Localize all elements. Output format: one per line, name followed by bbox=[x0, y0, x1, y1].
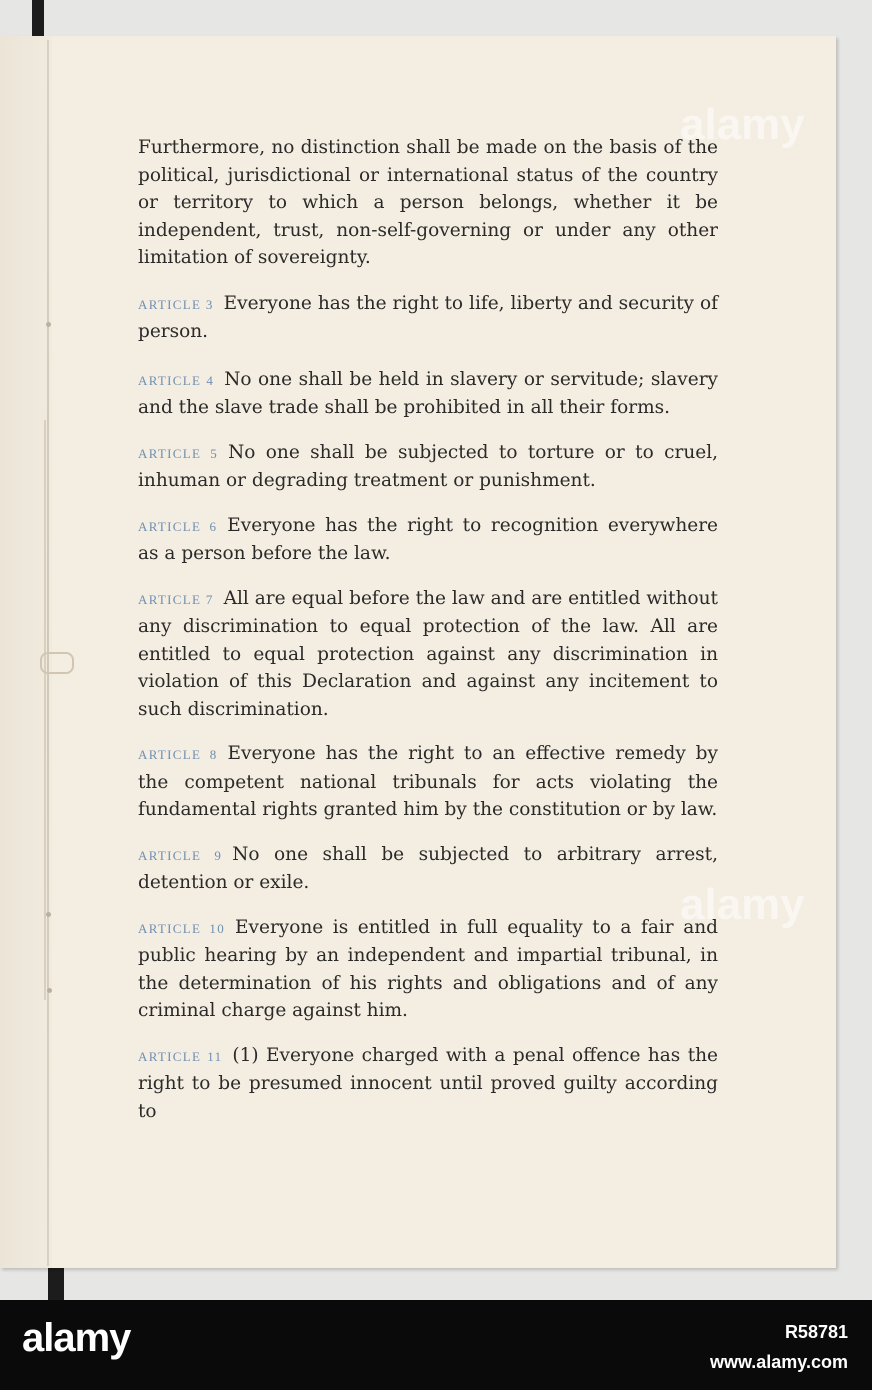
article-text: (1) Everyone charged with a penal offence has the right to be presumed innocent until proved guilty according to bbox=[138, 1044, 718, 1122]
article-9 bbox=[138, 841, 718, 897]
article-text: Everyone has the right to an effective remedy by the competent national tribunals for acts violating the fundamental rights granted him by the constitution or by law. bbox=[138, 743, 718, 820]
article-7 bbox=[138, 585, 718, 724]
article-label: ARTICLE 11 bbox=[138, 1048, 223, 1064]
article-3 bbox=[138, 290, 718, 346]
stitch-hole bbox=[46, 322, 51, 327]
watermark-bar bbox=[0, 1300, 872, 1390]
article-6 bbox=[138, 512, 718, 568]
binding-clip-bottom bbox=[48, 1266, 64, 1300]
article-4 bbox=[138, 366, 718, 422]
article-text: All are equal before the law and are entitled without any discrimination to equal protection of the law. All are entitled to equal protection against any discrimination in violation of this Declaration and against any incitement to such discrimination. bbox=[138, 587, 718, 720]
watermark-url: www.alamy.com bbox=[709, 1352, 848, 1372]
stitch-hole bbox=[47, 988, 52, 993]
watermark-ghost: alamy bbox=[680, 880, 805, 929]
article-label: ARTICLE 6 bbox=[138, 518, 218, 534]
article-label: ARTICLE 5 bbox=[138, 445, 219, 461]
document-text bbox=[138, 134, 718, 1125]
article-8 bbox=[138, 740, 718, 824]
article-5 bbox=[138, 439, 718, 495]
article-text: Everyone has the right to recognition everywhere as a person before the law. bbox=[138, 514, 718, 564]
stitch-hole bbox=[46, 912, 51, 917]
article-text: No one shall be subjected to torture or to cruel, inhuman or degrading treatment or punishment. bbox=[138, 441, 718, 491]
article-label: ARTICLE 4 bbox=[138, 372, 215, 388]
article-text: Everyone has the right to life, liberty and security of person. bbox=[138, 292, 718, 342]
article-11 bbox=[138, 1042, 718, 1126]
binding-knot bbox=[40, 652, 74, 674]
watermark-ghost: alamy bbox=[680, 100, 805, 149]
binding-clip-top bbox=[32, 0, 44, 36]
article-label: ARTICLE 8 bbox=[138, 747, 218, 762]
article-10 bbox=[138, 914, 718, 1025]
article-label: ARTICLE 7 bbox=[138, 591, 214, 607]
intro-paragraph: Furthermore, no distinction shall be made on the basis of the political, jurisdictional or international status of the country or territory to which a person belongs, whether it be independent, trust, non-self-governing or under any other limitation of sovereignty. bbox=[138, 137, 718, 268]
article-text: Everyone is entitled in full equality to a fair and public hearing by an independent and impartial tribunal, in the determination of his rights and obligations and of any criminal charge against him. bbox=[138, 916, 718, 1021]
watermark-logo: alamy bbox=[22, 1316, 131, 1360]
article-label: ARTICLE 10 bbox=[138, 920, 226, 936]
article-label: ARTICLE 3 bbox=[138, 296, 214, 312]
article-label: ARTICLE 9 bbox=[138, 847, 223, 863]
article-text: No one shall be held in slavery or servitude; slavery and the slave trade shall be prohibited in all their forms. bbox=[138, 368, 719, 418]
article-text: No one shall be subjected to arbitrary arrest, detention or exile. bbox=[138, 843, 718, 893]
watermark-image-id: R58781 bbox=[784, 1322, 848, 1342]
